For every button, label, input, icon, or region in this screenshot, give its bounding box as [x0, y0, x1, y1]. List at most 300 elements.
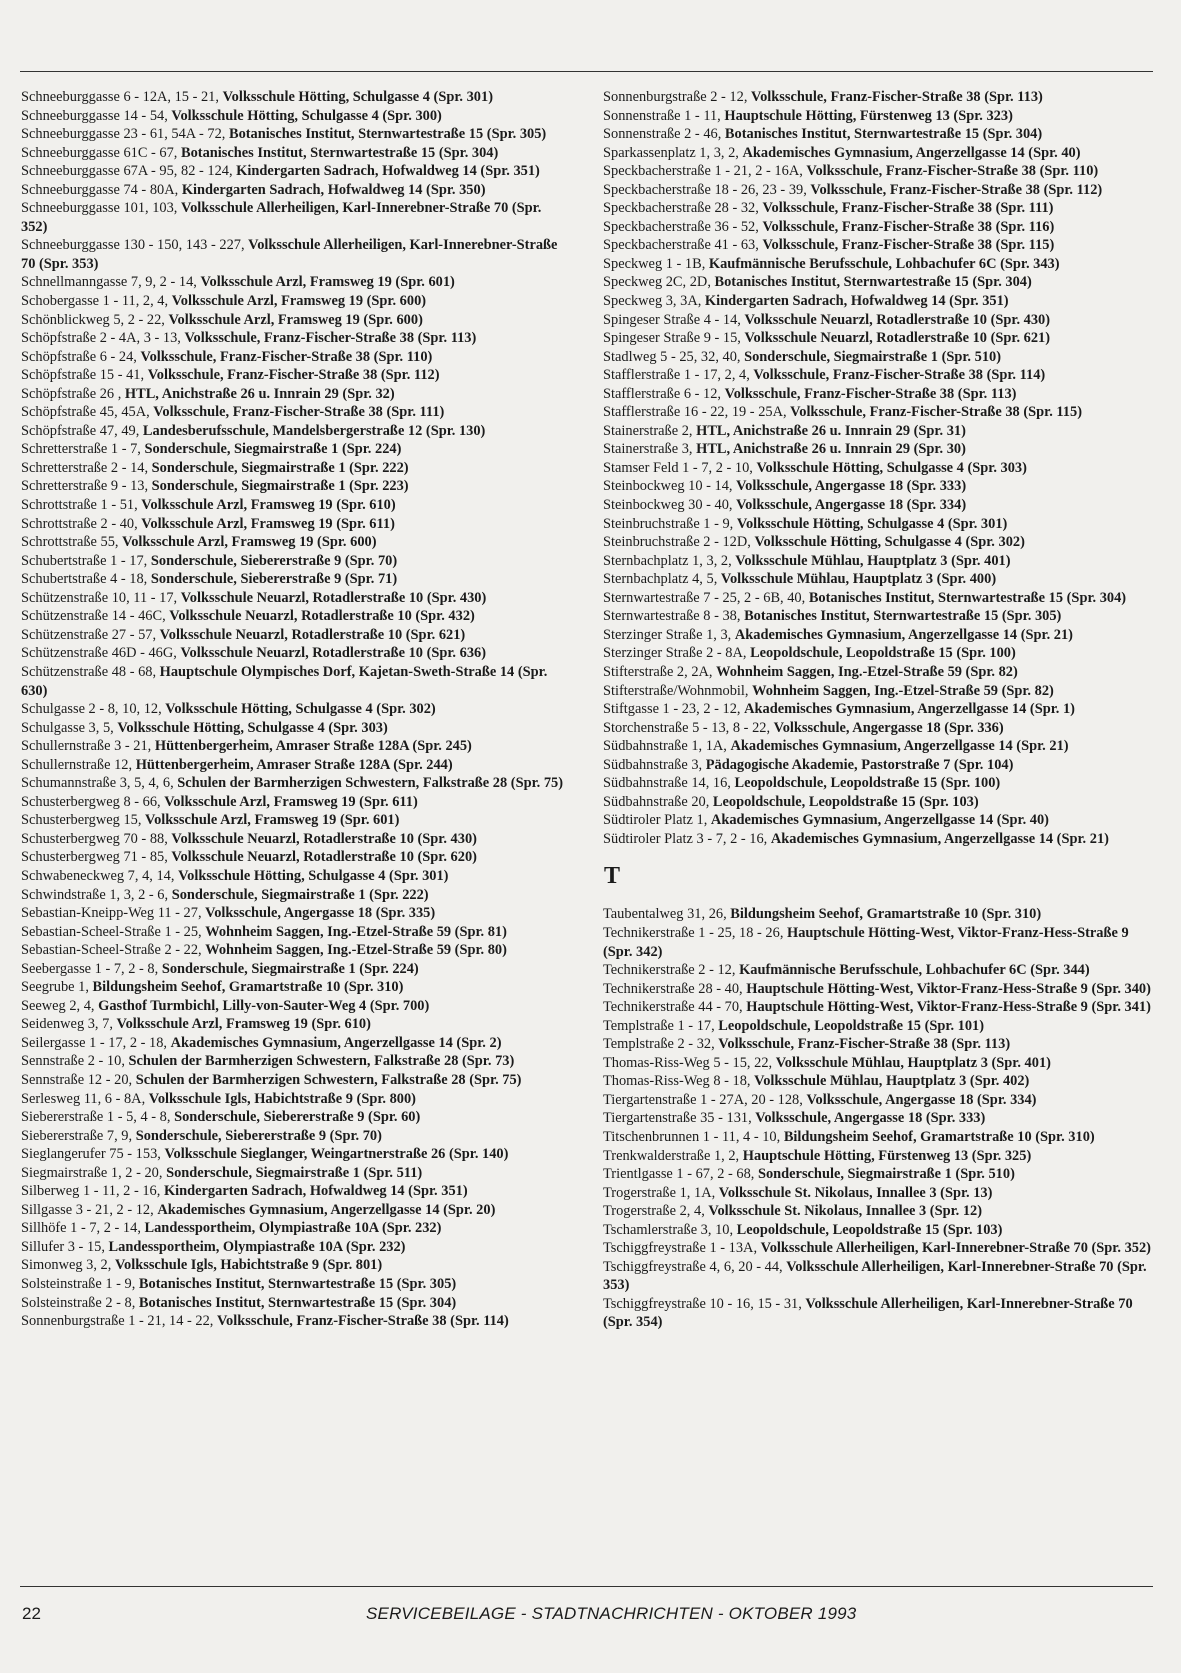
school-assignment: Sonderschule, Siegmairstraße 1 (Spr. 223): [151, 478, 409, 495]
school-assignment: Volksschule Hötting, Schulgasse 4 (Spr. 301): [178, 867, 449, 884]
street-entry: [21, 348, 569, 367]
street-entry: [21, 515, 569, 534]
street-range: Seilergasse 1 - 17, 2 - 18,: [21, 1034, 171, 1051]
street-range: Spingeser Straße 4 - 14,: [603, 311, 745, 328]
school-assignment: Hauptschule Hötting-West, Viktor-Franz-Hess-Straße 9 (Spr. 340): [746, 980, 1151, 997]
school-assignment: Leopoldschule, Leopoldstraße 15 (Spr. 100): [734, 775, 1001, 792]
street-range: Speckweg 1 - 1B,: [603, 255, 709, 272]
street-entry: [21, 403, 569, 422]
street-range: Schneeburggasse 61C - 67,: [21, 144, 182, 161]
school-assignment: Volksschule, Franz-Fischer-Straße 38 (Spr. 111): [153, 404, 445, 421]
street-range: Stifterstraße/Wohnmobil,: [603, 682, 753, 699]
street-entry: [603, 515, 1151, 534]
school-assignment: Wohnheim Saggen, Ing.-Etzel-Straße 59 (Spr. 82): [752, 682, 1054, 699]
street-entry: [603, 255, 1151, 274]
school-assignment: Sonderschule, Siebererstraße 9 (Spr. 70): [135, 1127, 382, 1144]
school-assignment: Volksschule Neuarzl, Rotadlerstraße 10 (Spr. 621): [744, 330, 1051, 347]
street-range: Südbahnstraße 20,: [603, 793, 713, 810]
street-range: Serlesweg 11, 6 - 8A,: [21, 1090, 149, 1107]
school-assignment: Hüttenbergerheim, Amraser Straße 128A (Spr. 244): [135, 756, 453, 773]
street-entry: [21, 737, 569, 756]
street-range: Schöpfstraße 2 - 4A, 3 - 13,: [21, 330, 185, 347]
school-assignment: Volksschule Mühlau, Hauptplatz 3 (Spr. 402): [754, 1073, 1030, 1090]
street-range: Schöpfstraße 26 ,: [21, 385, 125, 402]
street-range: Silberweg 1 - 11, 2 - 16,: [21, 1183, 164, 1200]
street-entry: [603, 348, 1151, 367]
street-range: Schretterstraße 9 - 13,: [21, 478, 152, 495]
school-assignment: Kaufmännische Berufsschule, Lohbachufer 6C (Spr. 344): [739, 962, 1090, 979]
school-assignment: Wohnheim Saggen, Ing.-Etzel-Straße 59 (Spr. 82): [716, 663, 1018, 680]
street-entry: [603, 496, 1151, 515]
street-range: Schullernstraße 3 - 21,: [21, 738, 155, 755]
school-assignment: Sonderschule, Siegmairstraße 1 (Spr. 222): [171, 886, 429, 903]
street-entry: [603, 998, 1151, 1017]
school-assignment: Volksschule, Franz-Fischer-Straße 38 (Spr. 110): [140, 348, 433, 365]
street-range: Südtiroler Platz 1,: [603, 812, 711, 829]
school-assignment: Sonderschule, Siegmairstraße 1 (Spr. 224): [144, 441, 402, 458]
school-assignment: Volksschule, Franz-Fischer-Straße 38 (Spr. 115): [790, 404, 1082, 421]
street-range: Thomas-Riss-Weg 5 - 15, 22,: [603, 1054, 776, 1071]
street-entry: [603, 924, 1151, 961]
school-assignment: Bildungsheim Seehof, Gramartstraße 10 (Spr. 310): [730, 906, 1042, 923]
school-assignment: Wohnheim Saggen, Ing.-Etzel-Straße 59 (Spr. 80): [205, 942, 507, 959]
street-range: Stifterstraße 2, 2A,: [603, 663, 717, 680]
page-number: 22: [22, 1604, 41, 1623]
street-entry: [603, 644, 1151, 663]
street-range: Schullernstraße 12,: [21, 756, 136, 773]
street-entry: [21, 125, 569, 144]
school-assignment: Schulen der Barmherzigen Schwestern, Falkstraße 28 (Spr. 75): [177, 775, 564, 792]
school-assignment: Pädagogische Akademie, Pastorstraße 7 (Spr. 104): [705, 756, 1014, 773]
street-range: Technikerstraße 2 - 12,: [603, 962, 740, 979]
street-entry: [21, 311, 569, 330]
school-assignment: Gasthof Turmbichl, Lilly-von-Sauter-Weg 4 (Spr. 700): [98, 997, 430, 1014]
street-entry: [603, 125, 1151, 144]
street-range: Sonnenburgstraße 1 - 21, 14 - 22,: [21, 1313, 217, 1330]
street-range: Schneeburggasse 130 - 150, 143 - 227,: [21, 237, 249, 254]
street-entry: [603, 1054, 1151, 1073]
street-range: Schusterbergweg 70 - 88,: [21, 830, 172, 847]
street-range: Schneeburggasse 14 - 54,: [21, 107, 172, 124]
street-entry: [603, 88, 1151, 107]
school-assignment: Leopoldschule, Leopoldstraße 15 (Spr. 100): [750, 645, 1016, 662]
street-entry: [603, 366, 1151, 385]
street-entry: [603, 980, 1151, 999]
street-range: Trenkwalderstraße 1, 2,: [603, 1147, 743, 1164]
street-range: Tiergartenstraße 1 - 27A, 20 - 128,: [603, 1091, 807, 1108]
right-column: [603, 88, 1151, 1332]
school-assignment: Botanisches Institut, Sternwartestraße 15 (Spr. 304): [138, 1294, 457, 1311]
street-range: Tschiggfreystraße 4, 6, 20 - 44,: [603, 1258, 787, 1275]
school-assignment: Hauptschule Hötting, Fürstenweg 13 (Spr. 323): [724, 107, 1013, 124]
street-range: Solsteinstraße 2 - 8,: [21, 1294, 139, 1311]
school-assignment: Botanisches Institut, Sternwartestraße 15 (Spr. 304): [808, 589, 1127, 606]
street-entry: [603, 905, 1151, 924]
street-range: Schrottstraße 1 - 51,: [21, 497, 142, 514]
street-range: Schönblickweg 5, 2 - 22,: [21, 311, 169, 328]
street-range: Tschamlerstraße 3, 10,: [603, 1221, 737, 1238]
school-assignment: Kindergarten Sadrach, Hofwaldweg 14 (Spr. 351): [236, 163, 540, 180]
street-entry: [603, 292, 1151, 311]
school-assignment: Botanisches Institut, Sternwartestraße 15 (Spr. 305): [138, 1276, 457, 1292]
street-entry: [21, 607, 569, 626]
street-entry: [21, 1219, 569, 1238]
school-assignment: Volksschule Neuarzl, Rotadlerstraße 10 (Spr. 430): [744, 311, 1051, 328]
street-range: Simonweg 3, 2,: [21, 1257, 115, 1274]
street-range: Schwabeneckweg 7, 4, 14,: [21, 867, 179, 884]
school-assignment: Volksschule Hötting, Schulgasse 4 (Spr. 301): [222, 89, 493, 105]
street-entry: [603, 533, 1151, 552]
school-assignment: Volksschule, Angergasse 18 (Spr. 334): [806, 1091, 1037, 1108]
street-range: Storchenstraße 5 - 13, 8 - 22,: [603, 719, 774, 736]
street-range: Speckbacherstraße 36 - 52,: [603, 218, 763, 235]
street-range: Sterzinger Straße 1, 3,: [603, 626, 735, 643]
street-range: Trogerstraße 2, 4,: [603, 1203, 709, 1220]
street-range: Schneeburggasse 67A - 95, 82 - 124,: [21, 163, 237, 180]
school-assignment: Bildungsheim Seehof, Gramartstraße 10 (Spr. 310): [92, 979, 404, 996]
street-range: Sonnenstraße 1 - 11,: [603, 107, 725, 124]
school-assignment: Volksschule Neuarzl, Rotadlerstraße 10 (Spr. 430): [180, 589, 487, 606]
street-entry: [21, 329, 569, 348]
school-assignment: Akademisches Gymnasium, Angerzellgasse 14 (Spr. 1): [744, 701, 1075, 718]
street-range: Südbahnstraße 3,: [603, 756, 706, 773]
street-range: Sternbachplatz 1, 3, 2,: [603, 552, 736, 569]
street-entry: [21, 366, 569, 385]
school-assignment: Sonderschule, Siegmairstraße 1 (Spr. 224): [161, 960, 419, 977]
street-range: Südtiroler Platz 3 - 7, 2 - 16,: [603, 830, 771, 847]
street-range: Sebastian-Scheel-Straße 2 - 22,: [21, 942, 206, 959]
school-assignment: Volksschule Mühlau, Hauptplatz 3 (Spr. 400): [720, 571, 997, 588]
right-column-s-entries: [603, 88, 1151, 848]
street-range: Sparkassenplatz 1, 3, 2,: [603, 144, 743, 161]
school-assignment: Kindergarten Sadrach, Hofwaldweg 14 (Spr. 350): [181, 181, 486, 198]
school-assignment: Volksschule, Franz-Fischer-Straße 38 (Spr. 113): [724, 385, 1017, 402]
street-range: Stamser Feld 1 - 7, 2 - 10,: [603, 459, 757, 476]
school-assignment: Schulen der Barmherzigen Schwestern, Falkstraße 28 (Spr. 75): [135, 1071, 522, 1088]
street-entry: [21, 960, 569, 979]
street-entry: [603, 737, 1151, 756]
street-range: Schöpfstraße 15 - 41,: [21, 367, 148, 384]
street-range: Sonnenburgstraße 2 - 12,: [603, 89, 752, 105]
school-assignment: Sonderschule, Siegmairstraße 1 (Spr. 222): [151, 459, 409, 476]
street-entry: [603, 403, 1151, 422]
school-assignment: Volksschule, Franz-Fischer-Straße 38 (Spr. 114): [216, 1313, 509, 1330]
street-entry: [603, 1221, 1151, 1240]
school-assignment: Volksschule Igls, Habichtstraße 9 (Spr. 800): [148, 1090, 416, 1107]
street-range: Schöpfstraße 45, 45A,: [21, 404, 154, 421]
street-entry: [603, 162, 1151, 181]
street-entry: [21, 144, 569, 163]
school-assignment: Botanisches Institut, Sternwartestraße 15 (Spr. 304): [181, 144, 499, 161]
street-entry: [603, 311, 1151, 330]
school-assignment: Kindergarten Sadrach, Hofwaldweg 14 (Spr. 351): [163, 1183, 468, 1200]
school-assignment: Volksschule Arzl, Framsweg 19 (Spr. 610): [116, 1016, 371, 1033]
street-range: Schrottstraße 55,: [21, 534, 123, 551]
street-range: Sonnenstraße 2 - 46,: [603, 126, 725, 143]
street-range: Siegmairstraße 1, 2 - 20,: [21, 1164, 167, 1181]
street-range: Seeweg 2, 4,: [21, 997, 99, 1014]
street-entry: [603, 1295, 1151, 1332]
street-entry: [603, 793, 1151, 812]
street-range: Thomas-Riss-Weg 8 - 18,: [603, 1073, 755, 1090]
street-entry: [603, 682, 1151, 701]
school-assignment: Hauptschule Hötting-West, Viktor-Franz-Hess-Straße 9 (Spr. 342): [603, 924, 1129, 960]
street-entry: [21, 1256, 569, 1275]
school-assignment: HTL, Anichstraße 26 u. Innrain 29 (Spr. 32): [124, 385, 395, 402]
school-assignment: Volksschule, Franz-Fischer-Straße 38 (Spr. 112): [147, 367, 440, 384]
street-range: Schusterbergweg 8 - 66,: [21, 793, 165, 810]
school-assignment: Akademisches Gymnasium, Angerzellgasse 14 (Spr. 21): [730, 738, 1069, 755]
school-assignment: Volksschule Arzl, Framsweg 19 (Spr. 611): [141, 515, 395, 532]
street-range: Schöpfstraße 47, 49,: [21, 422, 143, 439]
school-assignment: Volksschule Neuarzl, Rotadlerstraße 10 (Spr. 636): [180, 645, 487, 662]
school-assignment: Volksschule, Franz-Fischer-Straße 38 (Spr. 113): [184, 330, 477, 347]
school-assignment: Volksschule Mühlau, Hauptplatz 3 (Spr. 401): [775, 1054, 1051, 1071]
street-entry: [21, 385, 569, 404]
street-entry: [603, 199, 1151, 218]
street-entry: [21, 496, 569, 515]
street-range: Taubentalweg 31, 26,: [603, 906, 731, 923]
street-range: Steinbruchstraße 1 - 9,: [603, 515, 737, 532]
street-entry: [21, 1034, 569, 1053]
street-range: Sennstraße 2 - 10,: [21, 1053, 129, 1070]
school-assignment: Bildungsheim Seehof, Gramartstraße 10 (Spr. 310): [783, 1128, 1095, 1145]
street-entry: [603, 1147, 1151, 1166]
street-entry: [603, 700, 1151, 719]
school-assignment: Volksschule Mühlau, Hauptplatz 3 (Spr. 401): [735, 552, 1011, 569]
school-assignment: Volksschule, Angergasse 18 (Spr. 333): [755, 1110, 986, 1127]
school-assignment: Volksschule Arzl, Framsweg 19 (Spr. 600): [168, 311, 423, 328]
school-assignment: Leopoldschule, Leopoldstraße 15 (Spr. 103): [712, 793, 979, 810]
school-assignment: Volksschule Allerheiligen, Karl-Innerebner-Straße 70 (Spr. 353): [21, 237, 558, 272]
street-range: Sterzinger Straße 2 - 8A,: [603, 645, 751, 662]
school-assignment: Hauptschule Hötting, Fürstenweg 13 (Spr. 325): [742, 1147, 1032, 1164]
street-entry: [21, 236, 569, 273]
street-entry: [603, 830, 1151, 849]
street-range: Sternwartestraße 7 - 25, 2 - 6B, 40,: [603, 589, 809, 606]
street-range: Schützenstraße 10, 11 - 17,: [21, 589, 181, 606]
street-range: Speckbacherstraße 18 - 26, 23 - 39,: [603, 181, 811, 198]
school-assignment: Sonderschule, Siebererstraße 9 (Spr. 60): [174, 1109, 421, 1126]
street-entry: [603, 663, 1151, 682]
school-assignment: Landessportheim, Olympiastraße 10A (Spr. 232): [144, 1220, 442, 1237]
street-entry: [21, 477, 569, 496]
street-range: Speckweg 2C, 2D,: [603, 274, 715, 291]
street-range: Technikerstraße 28 - 40,: [603, 980, 747, 997]
school-assignment: Volksschule Hötting, Schulgasse 4 (Spr. 301): [736, 515, 1008, 532]
street-entry: [603, 552, 1151, 571]
school-assignment: Botanisches Institut, Sternwartestraße 15 (Spr. 305): [228, 126, 547, 143]
street-range: Schretterstraße 1 - 7,: [21, 441, 145, 458]
school-assignment: Volksschule Neuarzl, Rotadlerstraße 10 (Spr. 432): [169, 608, 475, 625]
street-entry: [603, 1128, 1151, 1147]
street-entry: [21, 1201, 569, 1220]
street-range: Schubertstraße 1 - 17,: [21, 552, 151, 569]
street-range: Schneeburggasse 6 - 12A, 15 - 21,: [21, 89, 223, 105]
school-assignment: Botanisches Institut, Sternwartestraße 15 (Spr. 304): [724, 126, 1043, 143]
street-range: Speckbacherstraße 41 - 63,: [603, 237, 763, 254]
school-assignment: Volksschule, Franz-Fischer-Straße 38 (Spr. 110): [806, 163, 1099, 180]
street-range: Spingeser Straße 9 - 15,: [603, 330, 745, 347]
street-range: Steinbruchstraße 2 - 12D,: [603, 534, 755, 551]
street-range: Technikerstraße 1 - 25, 18 - 26,: [603, 924, 788, 941]
bottom-rule: [20, 1586, 1153, 1587]
school-assignment: Akademisches Gymnasium, Angerzellgasse 14 (Spr. 21): [734, 626, 1073, 643]
school-assignment: Volksschule Hötting, Schulgasse 4 (Spr. 302): [754, 534, 1025, 551]
street-entry: [21, 273, 569, 292]
street-range: Schneeburggasse 23 - 61, 54A - 72,: [21, 126, 229, 143]
street-range: Schützenstraße 48 - 68,: [21, 663, 160, 680]
street-entry: [21, 1015, 569, 1034]
street-range: Titschenbrunnen 1 - 11, 4 - 10,: [603, 1128, 784, 1145]
street-entry: [21, 1275, 569, 1294]
street-range: Sillhöfe 1 - 7, 2 - 14,: [21, 1220, 145, 1237]
street-entry: [603, 236, 1151, 255]
school-assignment: Sonderschule, Siegmairstraße 1 (Spr. 510): [744, 348, 1002, 365]
school-assignment: Volksschule, Angergasse 18 (Spr. 335): [205, 905, 436, 922]
street-range: Sillufer 3 - 15,: [21, 1238, 109, 1255]
street-entry: [603, 589, 1151, 608]
street-entry: [21, 181, 569, 200]
street-entry: [21, 793, 569, 812]
street-entry: [21, 1127, 569, 1146]
school-assignment: Volksschule Allerheiligen, Karl-Innerebner-Straße 70 (Spr. 352): [21, 200, 542, 235]
street-entry: [603, 811, 1151, 830]
school-assignment: Hauptschule Hötting-West, Viktor-Franz-Hess-Straße 9 (Spr. 341): [746, 999, 1151, 1016]
street-range: Schwindstraße 1, 3, 2 - 6,: [21, 886, 172, 903]
street-entry: [603, 477, 1151, 496]
street-entry: [21, 700, 569, 719]
street-entry: [603, 1239, 1151, 1258]
street-entry: [21, 1052, 569, 1071]
street-entry: [21, 848, 569, 867]
school-assignment: Volksschule Hötting, Schulgasse 4 (Spr. 303): [117, 719, 388, 736]
street-entry: [21, 1108, 569, 1127]
school-assignment: Volksschule St. Nikolaus, Innallee 3 (Spr. 13): [718, 1184, 993, 1201]
street-entry: [21, 626, 569, 645]
right-column-t-entries: [603, 905, 1151, 1332]
street-entry: [21, 886, 569, 905]
street-range: Schöpfstraße 6 - 24,: [21, 348, 141, 365]
school-assignment: Leopoldschule, Leopoldstraße 15 (Spr. 101): [718, 1017, 985, 1034]
street-entry: [21, 88, 569, 107]
footer-title: SERVICEBEILAGE - STADTNACHRICHTEN - OKTOBER 1993: [366, 1604, 857, 1623]
school-assignment: Volksschule Allerheiligen, Karl-Innerebner-Straße 70 (Spr. 352): [760, 1240, 1151, 1257]
street-range: Speckbacherstraße 1 - 21, 2 - 16A,: [603, 163, 807, 180]
school-assignment: Volksschule St. Nikolaus, Innallee 3 (Spr. 12): [708, 1203, 983, 1220]
street-entry: [21, 422, 569, 441]
street-range: Schrottstraße 2 - 40,: [21, 515, 142, 532]
school-assignment: Akademisches Gymnasium, Angerzellgasse 14 (Spr. 21): [770, 830, 1109, 847]
school-assignment: Volksschule Arzl, Framsweg 19 (Spr. 601): [145, 812, 400, 829]
street-entry: [603, 459, 1151, 478]
street-range: Schusterbergweg 71 - 85,: [21, 849, 172, 866]
school-assignment: Sonderschule, Siegmairstraße 1 (Spr. 511): [166, 1164, 423, 1181]
school-assignment: Akademisches Gymnasium, Angerzellgasse 14 (Spr. 2): [170, 1034, 502, 1051]
street-entry: [21, 1145, 569, 1164]
street-entry: [21, 923, 569, 942]
street-range: Schnellmanngasse 7, 9, 2 - 14,: [21, 274, 201, 291]
street-range: Stainerstraße 2,: [603, 422, 697, 439]
street-range: Schützenstraße 27 - 57,: [21, 626, 160, 643]
street-entry: [21, 107, 569, 126]
street-entry: [603, 273, 1151, 292]
school-assignment: Volksschule Sieglanger, Weingartnerstraße 26 (Spr. 140): [164, 1146, 509, 1163]
school-assignment: Volksschule, Franz-Fischer-Straße 38 (Spr. 114): [753, 367, 1046, 384]
school-assignment: Volksschule, Franz-Fischer-Straße 38 (Spr. 115): [762, 237, 1055, 254]
street-entry: [21, 1238, 569, 1257]
school-assignment: Volksschule Neuarzl, Rotadlerstraße 10 (Spr. 430): [171, 830, 477, 847]
street-range: Schusterbergweg 15,: [21, 812, 146, 829]
street-range: Steinbockweg 10 - 14,: [603, 478, 737, 495]
street-entry: [603, 1184, 1151, 1203]
street-entry: [603, 774, 1151, 793]
street-range: Schumannstraße 3, 5, 4, 6,: [21, 775, 178, 792]
street-range: Sillgasse 3 - 21, 2 - 12,: [21, 1201, 158, 1218]
street-range: Sennstraße 12 - 20,: [21, 1071, 136, 1088]
street-entry: [603, 422, 1151, 441]
street-range: Trogerstraße 1, 1A,: [603, 1184, 719, 1201]
section-letter-heading: T: [604, 863, 621, 890]
street-range: Schubertstraße 4 - 18,: [21, 571, 151, 588]
street-range: Speckweg 3, 3A,: [603, 293, 705, 310]
school-assignment: Volksschule, Angergasse 18 (Spr. 334): [736, 497, 967, 514]
street-entry: [603, 1165, 1151, 1184]
street-entry: [21, 1164, 569, 1183]
school-assignment: Akademisches Gymnasium, Angerzellgasse 14 (Spr. 40): [742, 144, 1081, 161]
street-entry: [21, 1071, 569, 1090]
school-assignment: Volksschule Allerheiligen, Karl-Innerebner-Straße 70 (Spr. 353): [603, 1258, 1147, 1294]
top-rule: [20, 71, 1153, 72]
street-range: Sieglangerufer 75 - 153,: [21, 1146, 165, 1163]
street-range: Südbahnstraße 1, 1A,: [603, 738, 731, 755]
street-entry: [603, 218, 1151, 237]
street-entry: [21, 774, 569, 793]
street-entry: [21, 570, 569, 589]
school-assignment: Volksschule, Angergasse 18 (Spr. 336): [773, 719, 1004, 736]
street-entry: [21, 811, 569, 830]
street-entry: [603, 607, 1151, 626]
street-range: Sebastian-Kneipp-Weg 11 - 27,: [21, 905, 206, 922]
street-entry: [603, 756, 1151, 775]
street-entry: [21, 867, 569, 886]
street-range: Tiergartenstraße 35 - 131,: [603, 1110, 756, 1127]
street-entry: [21, 459, 569, 478]
street-entry: [21, 830, 569, 849]
street-entry: [21, 292, 569, 311]
street-range: Schulgasse 2 - 8, 10, 12,: [21, 701, 166, 718]
school-assignment: Wohnheim Saggen, Ing.-Etzel-Straße 59 (Spr. 81): [205, 923, 507, 940]
street-entry: [603, 1258, 1151, 1295]
school-assignment: Akademisches Gymnasium, Angerzellgasse 14 (Spr. 40): [710, 812, 1049, 829]
street-entry: [21, 756, 569, 775]
school-assignment: Botanisches Institut, Sternwartestraße 15 (Spr. 304): [714, 274, 1032, 291]
school-assignment: Volksschule Hötting, Schulgasse 4 (Spr. 302): [165, 701, 436, 718]
street-range: Stiftgasse 1 - 23, 2 - 12,: [603, 701, 745, 718]
school-assignment: Volksschule Arzl, Framsweg 19 (Spr. 611): [164, 793, 418, 810]
street-range: Stadlweg 5 - 25, 32, 40,: [603, 348, 745, 365]
street-range: Sebastian-Scheel-Straße 1 - 25,: [21, 923, 206, 940]
street-range: Sternwartestraße 8 - 38,: [603, 608, 745, 625]
school-assignment: Volksschule Arzl, Framsweg 19 (Spr. 600): [171, 293, 427, 310]
street-entry: [21, 644, 569, 663]
street-entry: [603, 570, 1151, 589]
street-entry: [21, 941, 569, 960]
school-assignment: Hüttenbergerheim, Amraser Straße 128A (Spr. 245): [154, 738, 472, 755]
school-assignment: Volksschule Allerheiligen, Karl-Innerebner-Straße 70 (Spr. 354): [603, 1295, 1133, 1331]
street-range: Trientlgasse 1 - 67, 2 - 68,: [603, 1166, 758, 1183]
street-entry: [603, 1017, 1151, 1036]
